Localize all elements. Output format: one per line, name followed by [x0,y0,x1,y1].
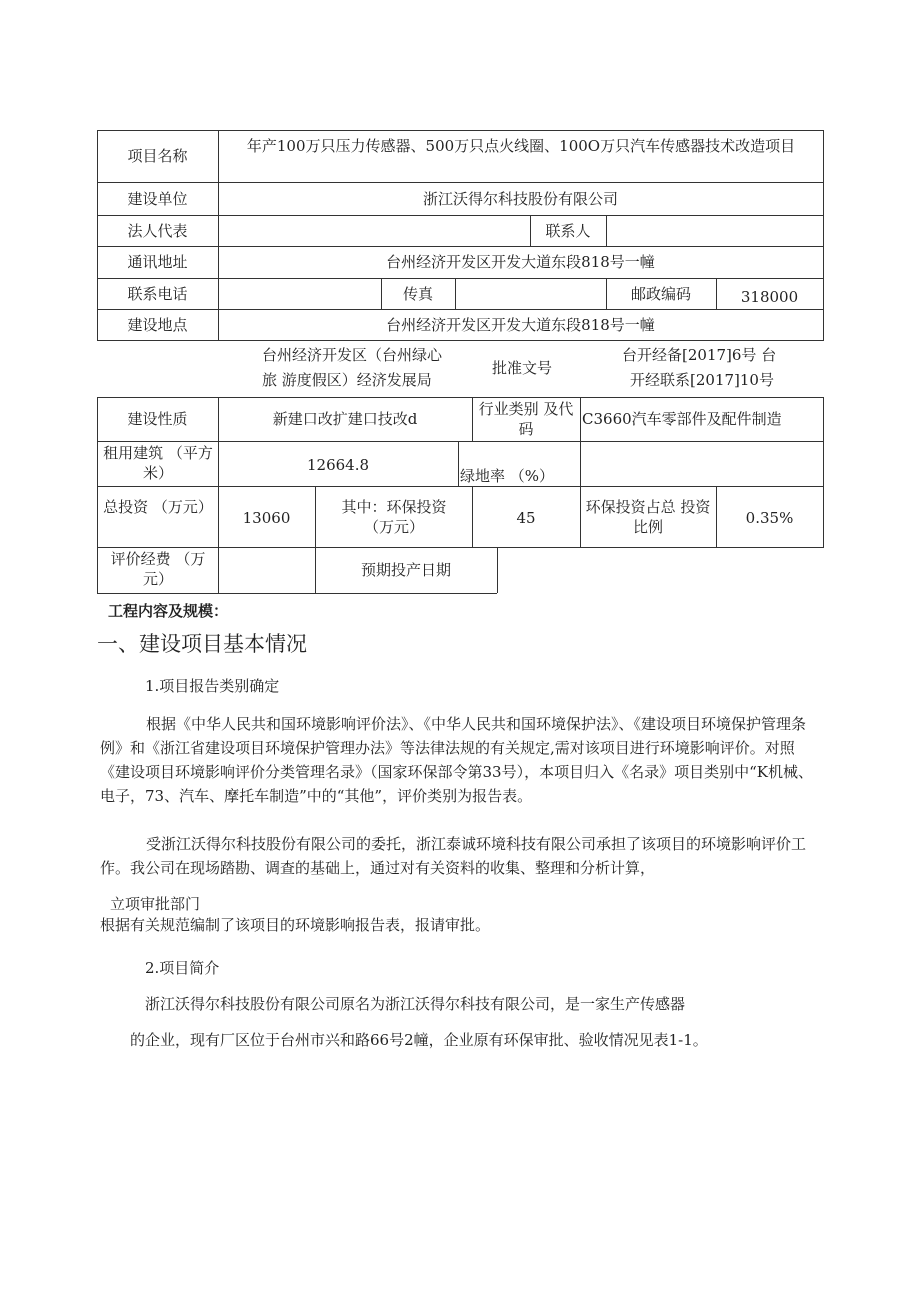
postcode-value: 318000 [740,288,799,306]
paragraph-3-line1: 浙江沃得尔科技股份有限公司原名为浙江沃得尔科技有限公司，是一家生产传感器 [145,995,686,1013]
phone-label: 联系电话 [127,285,188,303]
builder-value: 浙江沃得尔科技股份有限公司 [422,190,618,208]
env-invest-value: 45 [516,509,536,527]
project-name-value: 年产100万只压力传感器、500万只点火线圈、100O万只汽车传感器技术改造项目 [246,137,796,155]
subsection-1-title: 1.项目报告类别确定 [145,677,280,695]
industry-value: C3660汽车零部件及配件制造 [582,410,782,428]
section-title: 一、建设项目基本情况 [97,632,307,656]
address-value: 台州经济开发区开发大道东段818号一幢 [386,253,655,271]
address-label: 通讯地址 [127,253,188,271]
green-rate-label: 绿地率 （%） [460,467,555,485]
paragraph-2-end: 根据有关规范编制了该项目的环境影响报告表，报请审批。 [100,916,491,934]
total-invest-label: 总投资 （万元） [103,498,213,516]
building-area-value: 12664.8 [306,456,370,474]
total-invest-value: 13060 [242,509,291,527]
approval-doc-label: 批准文号 [492,359,553,377]
env-ratio-value: 0.35% [745,509,794,527]
approval-dept-line1: 台州经济开发区（台州绿心 [262,346,443,364]
nature-value: 新建口改扩建口技改d [272,410,418,428]
approval-doc-line1: 台开经备[2017]6号 台 [622,346,777,364]
nature-label: 建设性质 [127,410,188,428]
builder-label: 建设单位 [127,190,188,208]
subsection-2-title: 2.项目简介 [145,959,220,977]
industry-label: 行业类别 及代码 [478,400,574,438]
scope-heading: 工程内容及规模： [108,602,229,620]
postcode-label: 邮政编码 [630,285,691,303]
project-name-label: 项目名称 [127,147,188,165]
fax-label: 传真 [402,285,433,303]
stray-label: 立项审批部门 [110,895,201,913]
paragraph-3-line2: 的企业，现有厂区位于台州市兴和路66号2幢，企业原有环保审批、验收情况见表1-1。 [130,1031,708,1049]
contact-label: 联系人 [545,222,591,240]
env-invest-label: 其中：环保投资（万元） [341,498,447,536]
env-ratio-label: 环保投资占总 投资比例 [585,498,711,536]
site-label: 建设地点 [127,316,188,334]
legal-rep-label: 法人代表 [127,222,188,240]
eval-fee-label: 评价经费 （万元） [110,550,206,588]
paragraph-2: 受浙江沃得尔科技股份有限公司的委托，浙江泰诚环境科技有限公司承担了该项目的环境影响评价工作。我公司在现场踏勘、调查的基础上，通过对有关资料的收集、整理和分析计算， [100,835,807,877]
paragraph-1: 根据《中华人民共和国环境影响评价法》、《中华人民共和国环境保护法》、《建设项目环境保护管理条例》和《浙江省建设项目环境保护管理办法》等法律法规的有关规定,需对该项目进行环境影响评价。对照《建设项目环境影响评价分类管理名录》（国家环保部令第33号），本项目归入《名录》项目类别中“K机械、电子，73、汽车、摩托车制造”中的“其他”，评价类别为报告表。 [100,715,813,805]
start-date-label: 预期投产日期 [360,561,451,579]
approval-doc-line2: 开经联系[2017]10号 [630,371,774,389]
approval-dept-line2: 旅 游度假区）经济发展局 [262,371,432,389]
building-area-label: 租用建筑 （平方米） [103,444,213,482]
site-value: 台州经济开发区开发大道东段818号一幢 [386,316,655,334]
